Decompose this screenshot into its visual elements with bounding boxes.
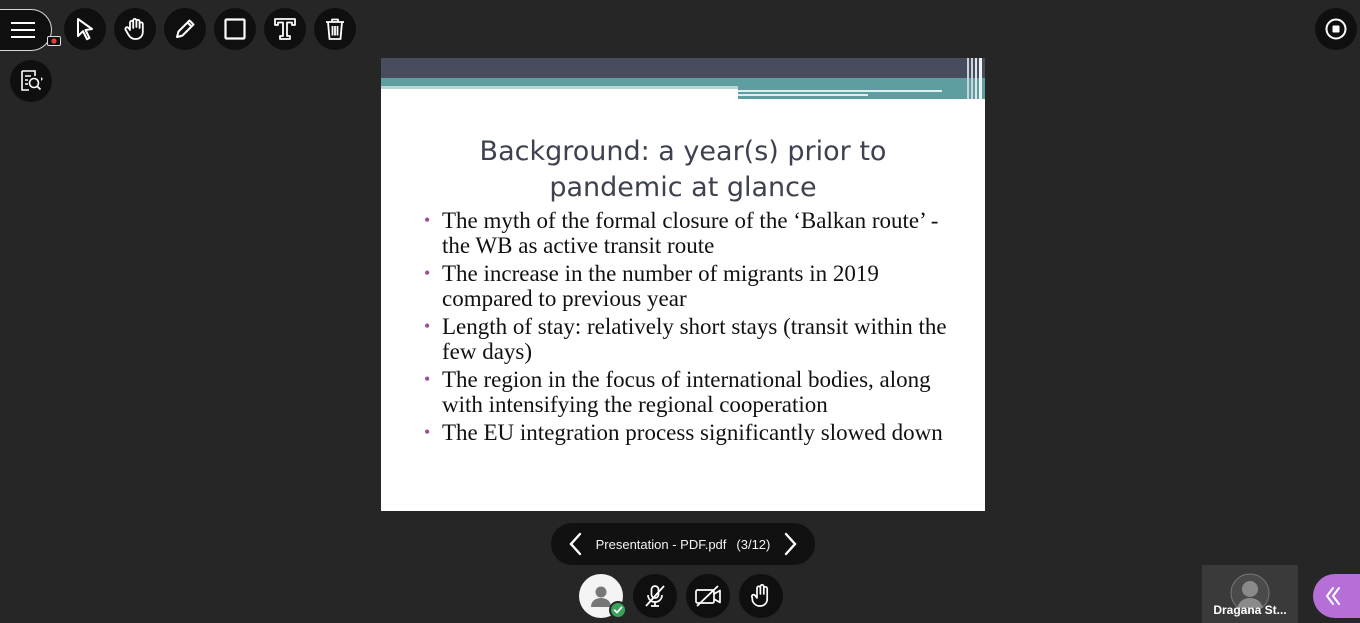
menu-button[interactable] [0, 9, 52, 51]
pager-page-count: (3/12) [736, 536, 771, 552]
raise-hand-button[interactable] [739, 574, 783, 618]
microphone-button[interactable] [633, 574, 677, 618]
camera-button[interactable] [686, 574, 730, 618]
slide-bullet: • Length of stay: relatively short stays (transit within the few days) [425, 314, 965, 364]
pointer-icon [72, 16, 98, 42]
next-slide-button[interactable] [781, 531, 801, 557]
camera-off-icon [694, 583, 722, 609]
open-panel-button[interactable] [1313, 574, 1360, 618]
check-icon [613, 605, 623, 615]
pan-tool-button[interactable] [114, 8, 156, 50]
previous-slide-button[interactable] [565, 531, 585, 557]
presentation-slide [381, 58, 985, 511]
zoom-document-button[interactable] [10, 60, 52, 102]
stop-share-icon [1323, 16, 1349, 42]
shape-tool-button[interactable] [214, 8, 256, 50]
slide-bullet: • The region in the focus of international bodies, along with intensifying the regional cooperation [425, 367, 965, 417]
slide-header-decoration [381, 58, 985, 103]
text-tool-button[interactable] [264, 8, 306, 50]
participant-tile[interactable] [1202, 565, 1298, 623]
slide-bullet-list [425, 208, 965, 448]
stop-share-button[interactable] [1315, 8, 1357, 50]
microphone-muted-icon [642, 583, 668, 609]
chevron-left-icon [568, 532, 582, 556]
text-icon [272, 16, 298, 42]
slide-title-line: pandemic at glance [549, 172, 817, 203]
double-chevron-left-icon [1323, 585, 1343, 607]
slide-bullet: • The myth of the formal closure of the ‘Balkan route’ - the WB as active transit route [425, 208, 965, 258]
pager-filename: Presentation - PDF.pdf [595, 536, 727, 552]
pen-tool-button[interactable] [164, 8, 206, 50]
select-tool-button[interactable] [64, 8, 106, 50]
slide-pager [551, 523, 815, 565]
hamburger-icon [11, 21, 35, 39]
camera-recording-icon [47, 36, 61, 46]
slide-bullet: • The EU integration process significantly slowed down [425, 420, 965, 445]
slide-title [381, 134, 985, 206]
slide-title-line: Background: a year(s) prior to [479, 136, 887, 167]
square-icon [222, 16, 248, 42]
chevron-right-icon [784, 532, 798, 556]
slide-bullet: • The increase in the number of migrants in 2019 compared to previous year [425, 261, 965, 311]
document-zoom-icon [18, 68, 44, 94]
raise-hand-icon [748, 583, 774, 609]
hand-icon [122, 16, 148, 42]
status-check-badge [609, 601, 627, 619]
pager-label [596, 537, 771, 552]
participant-name: Dragana St... [1213, 603, 1287, 617]
clear-button[interactable] [314, 8, 356, 50]
pencil-icon [172, 16, 198, 42]
trash-icon [322, 16, 348, 42]
